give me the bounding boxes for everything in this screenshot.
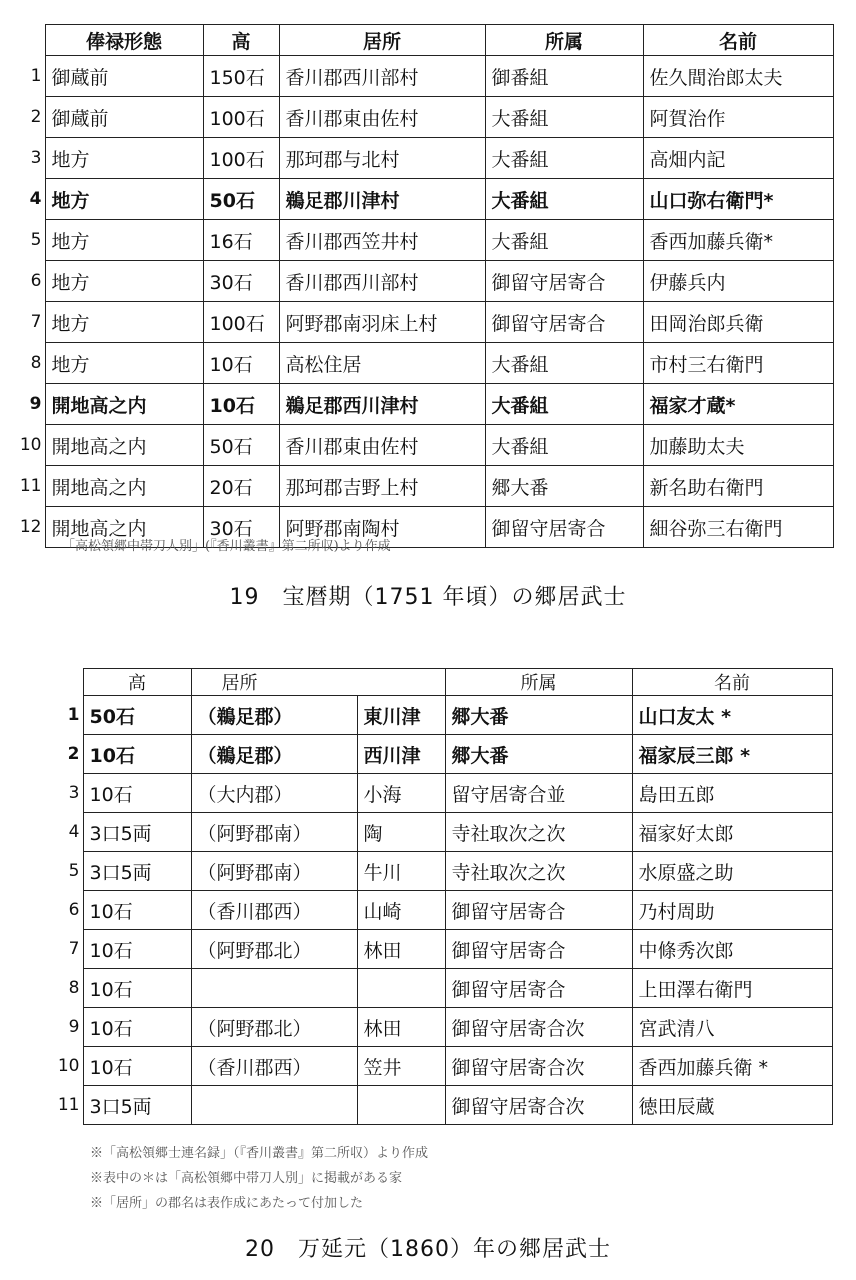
cell-name: 徳田辰蔵 — [632, 1086, 832, 1125]
cell-name: 香西加藤兵衛* — [643, 220, 833, 261]
cell-district: （鵜足郡） — [191, 696, 357, 735]
cell-affiliation: 寺社取次之次 — [445, 813, 632, 852]
table-manen — [55, 668, 833, 1125]
cell-village: 陶 — [357, 813, 445, 852]
cell-amount: 10石 — [83, 891, 191, 930]
cell-affiliation: 御留守居寄合次 — [445, 1008, 632, 1047]
table-row — [55, 930, 832, 969]
cell-district: （阿野郡南） — [191, 813, 357, 852]
cell-affiliation: 御留守居寄合 — [445, 969, 632, 1008]
cell-amount: 30石 — [203, 507, 279, 548]
cell-residence: 那珂郡与北村 — [279, 138, 485, 179]
cell-residence: 香川郡東由佐村 — [279, 425, 485, 466]
table-header-row — [13, 25, 833, 56]
cell-affiliation: 御留守居寄合 — [445, 930, 632, 969]
cell-district: （香川郡西） — [191, 1047, 357, 1086]
cell-type: 御蔵前 — [45, 56, 203, 97]
cell-name: 山口弥右衛門* — [643, 179, 833, 220]
cell-residence: 高松住居 — [279, 343, 485, 384]
cell-affiliation: 御留守居寄合 — [485, 507, 643, 548]
cell-no: 4 — [29, 189, 42, 209]
table-row — [13, 384, 833, 425]
cell-affiliation: 御留守居寄合次 — [445, 1086, 632, 1125]
cell-name: 乃村周助 — [632, 891, 832, 930]
cell-amount: 20石 — [203, 466, 279, 507]
cell-district: （鵜足郡） — [191, 735, 357, 774]
cell-name: 宮武清八 — [632, 1008, 832, 1047]
cell-name: 福家辰三郎 * — [632, 735, 832, 774]
table-row — [55, 1008, 832, 1047]
cell-amount: 10石 — [203, 343, 279, 384]
table-row — [13, 302, 833, 343]
table-row — [55, 891, 832, 930]
table-row — [13, 220, 833, 261]
table-header-row — [55, 669, 832, 696]
header-stipend-type: 俸禄形態 — [45, 25, 203, 56]
cell-affiliation: 御留守居寄合 — [485, 261, 643, 302]
cell-no: 10 — [19, 435, 42, 455]
cell-no: 6 — [30, 271, 42, 291]
cell-name: 伊藤兵内 — [643, 261, 833, 302]
cell-no: 2 — [30, 107, 42, 127]
cell-amount: 10石 — [83, 774, 191, 813]
cell-village: 林田 — [357, 930, 445, 969]
cell-no: 1 — [67, 705, 80, 725]
cell-amount: 10石 — [83, 1047, 191, 1086]
cell-type: 地方 — [45, 261, 203, 302]
cell-amount: 16石 — [203, 220, 279, 261]
table2-note-3: ※「居所」の郡名は表作成にあたって付加した — [90, 1196, 364, 1211]
header-name: 名前 — [643, 25, 833, 56]
cell-name: 上田澤右衛門 — [632, 969, 832, 1008]
cell-village: 牛川 — [357, 852, 445, 891]
cell-amount: 100石 — [203, 97, 279, 138]
table1-source-note: 「高松領郷中帯刀人別」(『香川叢書』第二所収)より作成 — [62, 539, 391, 554]
table-row — [13, 138, 833, 179]
cell-village: 小海 — [357, 774, 445, 813]
cell-village: 西川津 — [357, 735, 445, 774]
cell-amount: 10石 — [83, 735, 191, 774]
cell-affiliation: 大番組 — [485, 179, 643, 220]
cell-name: 田岡治郎兵衛 — [643, 302, 833, 343]
cell-district — [191, 969, 357, 1008]
cell-amount: 150石 — [203, 56, 279, 97]
cell-amount: 3口5両 — [83, 852, 191, 891]
table-row — [55, 696, 832, 735]
table-row — [13, 261, 833, 302]
cell-residence: 阿野郡南陶村 — [279, 507, 485, 548]
cell-residence: 香川郡西川部村 — [279, 261, 485, 302]
cell-affiliation: 大番組 — [485, 343, 643, 384]
cell-affiliation: 大番組 — [485, 220, 643, 261]
cell-no: 9 — [29, 394, 42, 414]
cell-residence: 鵜足郡川津村 — [279, 179, 485, 220]
cell-no: 10 — [57, 1056, 80, 1076]
table-horeki — [13, 24, 834, 548]
cell-affiliation: 大番組 — [485, 425, 643, 466]
table-row — [13, 97, 833, 138]
cell-amount: 100石 — [203, 302, 279, 343]
cell-name: 水原盛之助 — [632, 852, 832, 891]
cell-type: 開地高之内 — [45, 384, 203, 425]
table-row — [55, 969, 832, 1008]
cell-amount: 50石 — [83, 696, 191, 735]
cell-name: 高畑内記 — [643, 138, 833, 179]
header-residence: 居所 — [279, 25, 485, 56]
cell-no: 7 — [30, 312, 42, 332]
cell-amount: 30石 — [203, 261, 279, 302]
cell-village — [357, 1086, 445, 1125]
cell-name: 福家好太郎 — [632, 813, 832, 852]
cell-type: 開地高之内 — [45, 466, 203, 507]
cell-type: 地方 — [45, 138, 203, 179]
cell-district: （阿野郡南） — [191, 852, 357, 891]
cell-type: 開地高之内 — [45, 425, 203, 466]
cell-amount: 50石 — [203, 179, 279, 220]
cell-affiliation: 御留守居寄合 — [445, 891, 632, 930]
cell-district: （香川郡西） — [191, 891, 357, 930]
cell-no: 1 — [30, 66, 42, 86]
cell-residence: 香川郡西笠井村 — [279, 220, 485, 261]
cell-district: （大内郡） — [191, 774, 357, 813]
table-row — [55, 735, 832, 774]
cell-affiliation: 大番組 — [485, 384, 643, 425]
cell-no: 8 — [68, 978, 80, 998]
table-row — [13, 179, 833, 220]
cell-residence: 阿野郡南羽床上村 — [279, 302, 485, 343]
cell-affiliation: 大番組 — [485, 138, 643, 179]
cell-name: 新名助右衛門 — [643, 466, 833, 507]
cell-amount: 100石 — [203, 138, 279, 179]
cell-village: 笠井 — [357, 1047, 445, 1086]
cell-no: 6 — [68, 900, 80, 920]
cell-no: 7 — [68, 939, 80, 959]
cell-amount: 10石 — [83, 930, 191, 969]
cell-type: 地方 — [45, 343, 203, 384]
cell-no: 4 — [68, 822, 80, 842]
header-amount: 高 — [83, 669, 191, 696]
table-row — [55, 1047, 832, 1086]
table-row — [13, 466, 833, 507]
cell-no: 3 — [30, 148, 42, 168]
cell-name: 阿賀治作 — [643, 97, 833, 138]
cell-name: 香西加藤兵衛 * — [632, 1047, 832, 1086]
table-row — [55, 1086, 832, 1125]
table2-note-1: ※「高松領郷士連名録」（『香川叢書』第二所収）より作成 — [90, 1146, 429, 1161]
cell-village: 東川津 — [357, 696, 445, 735]
cell-amount: 3口5両 — [83, 813, 191, 852]
cell-no: 3 — [68, 783, 80, 803]
header-name: 名前 — [632, 669, 832, 696]
cell-no: 12 — [19, 517, 42, 537]
cell-residence: 那珂郡吉野上村 — [279, 466, 485, 507]
cell-type: 地方 — [45, 302, 203, 343]
cell-affiliation: 寺社取次之次 — [445, 852, 632, 891]
table-row — [13, 425, 833, 466]
cell-no: 2 — [67, 744, 80, 764]
cell-no: 11 — [19, 476, 42, 496]
cell-affiliation: 郷大番 — [485, 466, 643, 507]
cell-no: 5 — [68, 861, 80, 881]
table-row — [13, 56, 833, 97]
cell-affiliation: 御留守居寄合 — [485, 302, 643, 343]
cell-affiliation: 御留守居寄合次 — [445, 1047, 632, 1086]
cell-affiliation: 大番組 — [485, 97, 643, 138]
cell-amount: 10石 — [203, 384, 279, 425]
table-row — [13, 343, 833, 384]
cell-amount: 10石 — [83, 969, 191, 1008]
cell-type: 地方 — [45, 220, 203, 261]
header-affiliation: 所属 — [445, 669, 632, 696]
cell-affiliation: 郷大番 — [445, 696, 632, 735]
cell-district — [191, 1086, 357, 1125]
cell-type: 開地高之内 — [45, 507, 203, 548]
cell-name: 市村三右衛門 — [643, 343, 833, 384]
cell-amount: 3口5両 — [83, 1086, 191, 1125]
table2-caption: 20 万延元（1860）年の郷居武士 — [245, 1237, 611, 1262]
cell-type: 地方 — [45, 179, 203, 220]
cell-district: （阿野郡北） — [191, 1008, 357, 1047]
cell-village: 山崎 — [357, 891, 445, 930]
header-amount: 高 — [203, 25, 279, 56]
header-affiliation: 所属 — [485, 25, 643, 56]
cell-affiliation: 御番組 — [485, 56, 643, 97]
cell-amount: 50石 — [203, 425, 279, 466]
cell-name: 福家才蔵* — [643, 384, 833, 425]
cell-name: 島田五郎 — [632, 774, 832, 813]
cell-village: 林田 — [357, 1008, 445, 1047]
cell-name: 中條秀次郎 — [632, 930, 832, 969]
cell-affiliation: 留守居寄合並 — [445, 774, 632, 813]
cell-village — [357, 969, 445, 1008]
table-row — [55, 774, 832, 813]
table1-caption: 19 宝暦期（1751 年頃）の郷居武士 — [229, 585, 627, 610]
cell-affiliation: 郷大番 — [445, 735, 632, 774]
cell-amount: 10石 — [83, 1008, 191, 1047]
cell-residence: 香川郡東由佐村 — [279, 97, 485, 138]
table-row — [55, 852, 832, 891]
cell-type: 御蔵前 — [45, 97, 203, 138]
cell-name: 加藤助太夫 — [643, 425, 833, 466]
header-residence: 居所 — [191, 669, 445, 696]
cell-name: 山口友太 * — [632, 696, 832, 735]
table-row — [55, 813, 832, 852]
cell-name: 細谷弥三右衛門 — [643, 507, 833, 548]
cell-no: 11 — [57, 1095, 80, 1115]
table2-note-2: ※表中の＊は「高松領郷中帯刀人別」に掲載がある家 — [90, 1171, 403, 1186]
cell-name: 佐久間治郎太夫 — [643, 56, 833, 97]
cell-no: 5 — [30, 230, 42, 250]
cell-residence: 鵜足郡西川津村 — [279, 384, 485, 425]
cell-no: 9 — [68, 1017, 80, 1037]
cell-no: 8 — [30, 353, 42, 373]
cell-district: （阿野郡北） — [191, 930, 357, 969]
cell-residence: 香川郡西川部村 — [279, 56, 485, 97]
